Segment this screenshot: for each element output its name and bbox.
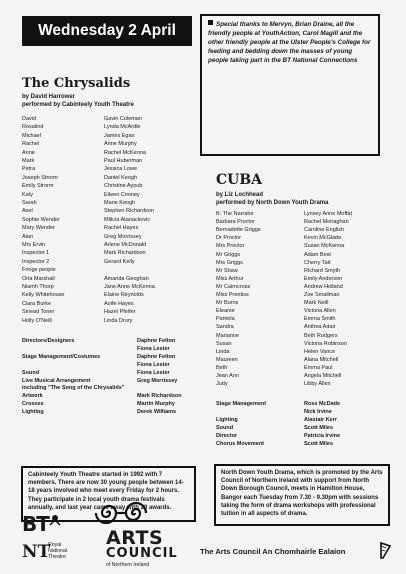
actor-name: Libby Allen (304, 381, 331, 388)
play1-heading (22, 76, 192, 109)
actor-name: Helen Vance (304, 348, 336, 355)
character-name: Mary Wender (22, 225, 55, 232)
actor-name: Daniel Keogh (104, 174, 138, 181)
character-name: Kelly Whitehouse (22, 292, 65, 299)
crew-member: Mark Richardson (137, 393, 182, 400)
actor-name: Caroline English (304, 227, 345, 234)
thanks-box (200, 14, 380, 156)
character-name: David (22, 116, 37, 122)
actor-name: Amanda Geoghan (104, 275, 149, 282)
crew-row (22, 337, 176, 345)
actor-name: Elaine Reynolds (104, 292, 144, 299)
crew-row (22, 377, 178, 385)
crew-row (22, 369, 170, 377)
play2-note-box (214, 464, 390, 526)
character-name: Linda (216, 348, 230, 355)
character-name: Barbara Proctor (216, 219, 255, 226)
actor-name: Mark Richardson (104, 250, 146, 257)
actor-name: Mark Neill (304, 300, 329, 307)
crew-member: Greg Morrissey (137, 377, 178, 384)
date-banner: Wednesday 2 April (22, 16, 192, 46)
character-name: Alan (22, 233, 34, 240)
character-name: Rosalind (22, 124, 44, 131)
crew-row (216, 432, 341, 440)
actor-name: Kevin McGlade (304, 235, 342, 242)
character-name: Orla Marshall (22, 275, 55, 282)
character-name: Susan (216, 340, 232, 347)
arts-council-wordmark-council: COUNCIL (106, 546, 178, 561)
play1-title: The Chrysalids (22, 76, 131, 91)
actor-name: Emily Anderson (304, 275, 343, 282)
character-name: Mrs Griggs (216, 259, 243, 266)
character-name: Rachel (22, 141, 40, 148)
actor-name: Victoria Allen (304, 308, 336, 315)
character-name: Holly O'Neill (22, 317, 52, 324)
character-name: Mrs Proctor (216, 243, 245, 250)
play1-company: performed by Cabinteely Youth Theatre (22, 102, 134, 108)
crew-member: Ross McDade (304, 401, 341, 407)
character-name: Inspector 2 (22, 258, 50, 265)
crew-role: Artwork (22, 393, 43, 400)
actor-name: Jessica Lowe (104, 166, 138, 173)
character-name: Judy (216, 381, 228, 388)
actor-name: James Egan (104, 132, 135, 139)
actor-name: Adam Best (304, 251, 331, 258)
character-name: Beth (216, 364, 228, 371)
actor-name: Gerard Kelly (104, 258, 135, 265)
play2-heading (216, 172, 386, 207)
character-name: Mr Burns (216, 300, 239, 307)
crew-row (216, 424, 334, 432)
crew-member: Daphne Felton (137, 338, 176, 344)
crew-role: Sound (22, 369, 40, 376)
character-name: Ciara Burke (22, 300, 52, 307)
character-name: Sandra (216, 324, 234, 331)
thanks-text: Special thanks to Mervyn, Brian Draine, all the friendly people at YouthAction, Carol Magill and the other friendly people at the Ulster People's College for feeding and bedding down the masses of young people taking part in the BT National Connections (208, 21, 371, 65)
play2-company: performed by North Down Youth Drama (216, 200, 329, 206)
actor-name: Richard Smyth (304, 267, 341, 274)
crew-role: Crosses (22, 401, 44, 408)
nt-caption-line: Theatre (48, 554, 66, 560)
character-name: B: The Narrator (216, 211, 254, 217)
crew-role: Stage Management (216, 401, 267, 407)
actor-name: Emma Paul (304, 364, 333, 371)
actor-name: Emma Smith (304, 316, 336, 323)
play2-title: CUBA (216, 172, 263, 188)
actor-name: Anne Murphy (104, 141, 137, 148)
crew-role: Lighting (216, 416, 238, 423)
actor-name: Milicia Atanackovic (104, 216, 151, 223)
character-name: Bernadette Griggs (216, 227, 261, 234)
character-name: Niamh Thorp (22, 284, 54, 290)
crew-member: Daphne Felton (137, 353, 176, 360)
actor-name: Greg Morrissey (104, 233, 142, 240)
actor-name: Angela Mitchell (304, 373, 342, 379)
actor-name: Susan McKenna (304, 243, 345, 250)
character-name: Mr Shaw (216, 267, 238, 274)
nt-caption-line: National (48, 548, 68, 554)
crew-member: Alastair Kerr (304, 416, 338, 423)
actor-name: Marie Keogh (104, 200, 136, 206)
character-name: Joseph Strorm (22, 174, 58, 181)
crew-row (22, 392, 182, 400)
character-name: Fringe people (22, 267, 56, 274)
arts-council-wordmark-arts: ARTS (106, 527, 164, 549)
character-name: Katy (22, 191, 34, 198)
character-name: Sophie Wender (22, 216, 60, 223)
character-name: Mr Griggs (216, 251, 241, 258)
cast-row (22, 317, 133, 326)
actor-name: Paul Huberman (104, 158, 143, 164)
crew-member: Martin Murphy (137, 401, 175, 408)
arts-council-subtitle: of Northern Ireland (106, 562, 150, 568)
play2-author: by Liz Lochhead (216, 192, 264, 198)
actor-name: Lynsey Anne Moffat (304, 211, 353, 217)
actor-name: Linda Drury (104, 317, 133, 324)
actor-name: Gavin Coleman (104, 116, 142, 122)
arts-council-spiral-icon (92, 498, 150, 528)
actor-name: Cherry Tait (304, 259, 331, 266)
crew-role: Chorus Movement (216, 440, 264, 447)
crew-member: Fiona Lester (137, 345, 170, 352)
crew-row (22, 400, 175, 408)
play2-note: North Down Youth Drama, which is promoted by the Arts Council of Northern Ireland with support from North Down Borough Council, meets in Hamilton House, Bangor each Tuesday from 7.30 - 9.30pm with sessions taking the form of drama workshops with professional tuition in all aspects of drama. (221, 470, 383, 518)
actor-name: Rachel Hayes (104, 225, 139, 232)
nt-logo: NT (22, 542, 51, 562)
actor-name: Anthea Adair (304, 324, 336, 331)
crew-row (22, 353, 176, 361)
crew-row (216, 416, 338, 424)
actor-name: Aoife Hayes (104, 300, 134, 307)
crew-role: Director (216, 432, 238, 439)
character-name: Miss Arthur (216, 275, 244, 282)
crew-role: Lighting (22, 409, 44, 416)
actor-name: Hazel Pfeifer (104, 309, 136, 316)
character-name: Emily Strorm (22, 183, 54, 190)
character-name: Petra (22, 166, 36, 173)
actor-name: Alana Mitchell (304, 356, 339, 363)
actor-name: Jane Anne McKenna (104, 284, 155, 290)
crew-role: Sound (216, 424, 234, 431)
actor-name: Rachel McKenna (104, 149, 146, 156)
crew-role: Live Musical Arrangement (22, 377, 91, 384)
crew-role: Directors/Designers (22, 338, 75, 344)
character-name: Sarah (22, 200, 37, 206)
bt-piper-icon (48, 512, 62, 526)
actor-name: Eileen Cooney (104, 191, 140, 198)
character-name: Mrs Ervin (22, 242, 46, 248)
crew-role: Stage Management/Costumes (22, 353, 101, 360)
crew-role: including "The Song of the Chrysalids" (22, 385, 125, 392)
play1-author: by David Harrower (22, 94, 76, 100)
actor-name: Lynda McArdle (104, 124, 141, 131)
character-name: Mark (22, 158, 35, 164)
character-name: Michael (22, 132, 41, 139)
cast-row (216, 380, 331, 389)
character-name: Maureen (216, 356, 238, 363)
character-name: Inspector 1 (22, 250, 50, 257)
crew-member: Patricia Irvine (304, 432, 341, 439)
character-name: Miss Prentiss (216, 292, 249, 298)
crew-member: Nick Irvine (304, 408, 332, 415)
play1-note: Cabinteely Youth Theatre started in 1992 with 7 members. There are now 30 young people between 14-18 years involved who meet every Friday for 2 hours. They participate in 2 local youth drama festivals annually, and last year came away with 20 awards. (28, 472, 184, 511)
character-name: Marianne (216, 332, 239, 339)
character-name: Eleanor (216, 308, 235, 315)
character-name: Mr Cairncross (216, 283, 251, 290)
crew-member: Fiona Lester (137, 369, 170, 376)
character-name: Sinead Toner (22, 309, 55, 316)
crew-row (216, 400, 341, 408)
actor-name: Stephen Richardson (104, 208, 154, 215)
crew-member: Scott Miles (304, 440, 334, 447)
crew-row (22, 408, 177, 416)
actor-name: Christine Ayoub (104, 183, 143, 190)
character-name: Dr Proctor (216, 235, 242, 242)
crew-member: Derek Williams (137, 409, 177, 416)
crew-row (22, 384, 124, 392)
actor-name: Andrew Holland (304, 283, 343, 290)
character-name: Pamela (216, 316, 235, 323)
actor-name: Rachel Monaghan (304, 219, 349, 226)
actor-name: Zoe Smallman (304, 292, 340, 298)
character-name: Axel (22, 208, 33, 215)
harp-icon (378, 540, 392, 560)
actor-name: Beth Rodgers (304, 332, 338, 339)
crew-row (216, 440, 334, 448)
actor-name: Victoria Robinson (304, 340, 348, 347)
crew-member: Scott Miles (304, 424, 334, 431)
bt-logo: BT (22, 512, 49, 536)
character-name: Anne (22, 149, 35, 156)
nt-caption-line: Royal (48, 542, 62, 548)
bullet-icon (208, 20, 213, 25)
character-name: Jean Ann (216, 373, 239, 379)
actor-name: Arlene McDonald (104, 242, 147, 248)
footer-tagline: The Arts Council An Chomhairle Ealaíon (200, 547, 346, 556)
nt-caption (48, 542, 88, 560)
crew-member: Fiona Lester (137, 361, 170, 368)
